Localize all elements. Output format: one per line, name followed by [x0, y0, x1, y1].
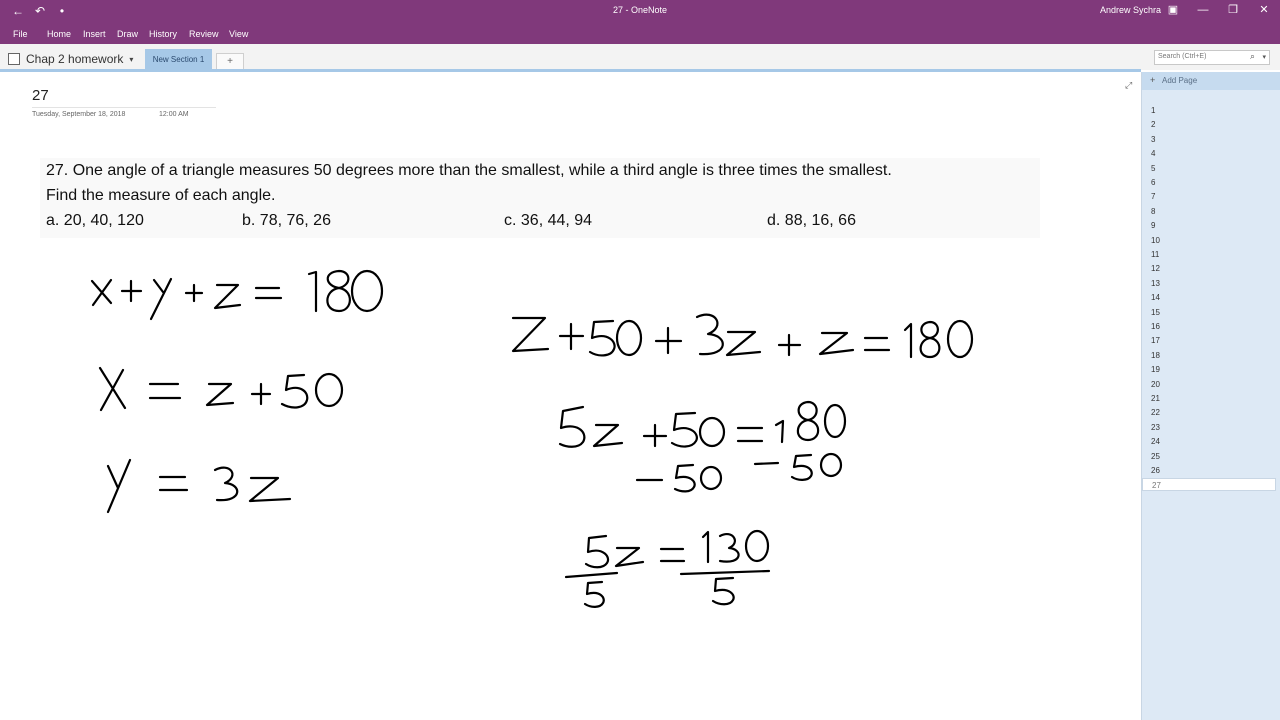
page-list-item[interactable]: 17 — [1151, 336, 1160, 346]
page-list-item[interactable]: 15 — [1151, 307, 1160, 317]
page-list-item[interactable]: 24 — [1151, 437, 1160, 447]
ink-equation-x — [100, 368, 342, 410]
ink-equation-simplified — [560, 402, 845, 447]
restore-icon[interactable]: ❐ — [1228, 4, 1238, 16]
tab-insert[interactable]: Insert — [83, 29, 106, 39]
section-tab-active[interactable]: New Section 1 — [145, 49, 212, 70]
page-list-item[interactable]: 9 — [1151, 221, 1156, 231]
chevron-down-icon: ▾ — [129, 54, 134, 64]
page-list-item[interactable]: 20 — [1151, 379, 1160, 389]
add-page-icon: + — [1150, 75, 1156, 85]
notebook-name: Chap 2 homework — [26, 52, 124, 66]
ink-equation-y — [108, 460, 290, 512]
minimize-icon[interactable]: — — [1197, 4, 1209, 16]
undo-icon[interactable]: ↶ — [34, 4, 46, 18]
page-list-item[interactable]: 2 — [1151, 120, 1156, 130]
tab-file[interactable]: File — [13, 29, 28, 39]
page-list-item[interactable]: 8 — [1151, 206, 1156, 216]
tab-home[interactable]: Home — [47, 29, 72, 39]
page-title[interactable]: 27 — [32, 87, 49, 104]
page-list-item[interactable]: 26 — [1151, 466, 1160, 475]
search-input[interactable] — [1154, 50, 1270, 65]
answer-option-c: c. 36, 44, 94 — [504, 212, 593, 229]
page-list-item[interactable]: 18 — [1151, 350, 1160, 360]
page-list-item[interactable]: 12 — [1151, 264, 1160, 274]
ink-equation-divide — [566, 531, 769, 607]
back-arrow-icon[interactable]: ← — [12, 4, 24, 18]
add-page-label: Add Page — [1162, 76, 1198, 85]
page-list-item[interactable]: 27 — [1142, 478, 1276, 491]
ink-subtract-50 — [637, 454, 841, 491]
ink-equation-combined — [513, 315, 972, 357]
close-icon[interactable]: ✕ — [1259, 4, 1269, 16]
page-list-item[interactable]: 14 — [1151, 293, 1160, 303]
page-time: 12:00 AM — [159, 111, 189, 118]
page-date: Tuesday, September 18, 2018 — [32, 111, 126, 118]
page-list-item[interactable]: 7 — [1151, 192, 1156, 202]
page-list-item[interactable]: 4 — [1151, 149, 1156, 159]
user-name[interactable]: Andrew Sychra — [1100, 5, 1162, 15]
page-list-item[interactable]: 5 — [1151, 163, 1156, 173]
page-list-item[interactable]: 3 — [1151, 134, 1156, 144]
tab-view[interactable]: View — [229, 29, 249, 39]
page-list-item[interactable]: 13 — [1151, 278, 1160, 288]
search-icon[interactable]: ⌕ — [1249, 51, 1255, 61]
expand-page-icon[interactable]: ⤢ — [1125, 80, 1133, 90]
customize-toolbar-icon[interactable]: • — [59, 4, 65, 18]
ink-equation-sum — [92, 271, 382, 319]
answer-option-a: a. 20, 40, 120 — [46, 212, 144, 229]
page-list-item[interactable]: 23 — [1151, 422, 1160, 432]
problem-line-1: 27. One angle of a triangle measures 50 degrees more than the smallest, while a third angle is three times the smallest. — [46, 162, 892, 179]
tab-draw[interactable]: Draw — [117, 29, 139, 39]
page-list-item[interactable]: 21 — [1151, 394, 1160, 403]
answer-option-b: b. 78, 76, 26 — [242, 212, 331, 229]
page-list-item[interactable]: 6 — [1151, 178, 1156, 187]
add-page-button[interactable] — [1142, 72, 1280, 90]
page-list-item[interactable]: 19 — [1151, 365, 1160, 375]
ribbon-display-options-icon[interactable]: ▣ — [1167, 4, 1179, 16]
page-list-item[interactable]: 11 — [1151, 250, 1160, 259]
page-list-item[interactable]: 10 — [1151, 235, 1160, 245]
page-list-item[interactable]: 16 — [1151, 322, 1160, 331]
search-placeholder: Search (Ctrl+E) — [1158, 53, 1207, 60]
add-section-button[interactable]: + — [216, 53, 244, 70]
search-scope-chevron-icon[interactable]: ▾ — [1262, 54, 1266, 61]
answer-option-d: d. 88, 16, 66 — [767, 212, 856, 229]
window-title: 27 - OneNote — [612, 5, 668, 15]
problem-line-2: Find the measure of each angle. — [46, 187, 276, 204]
tab-history[interactable]: History — [149, 29, 178, 39]
page-list-item[interactable]: 22 — [1151, 408, 1160, 418]
tab-review[interactable]: Review — [189, 29, 219, 39]
page-list-item[interactable]: 25 — [1151, 451, 1160, 461]
page-list-item[interactable]: 1 — [1151, 106, 1156, 115]
